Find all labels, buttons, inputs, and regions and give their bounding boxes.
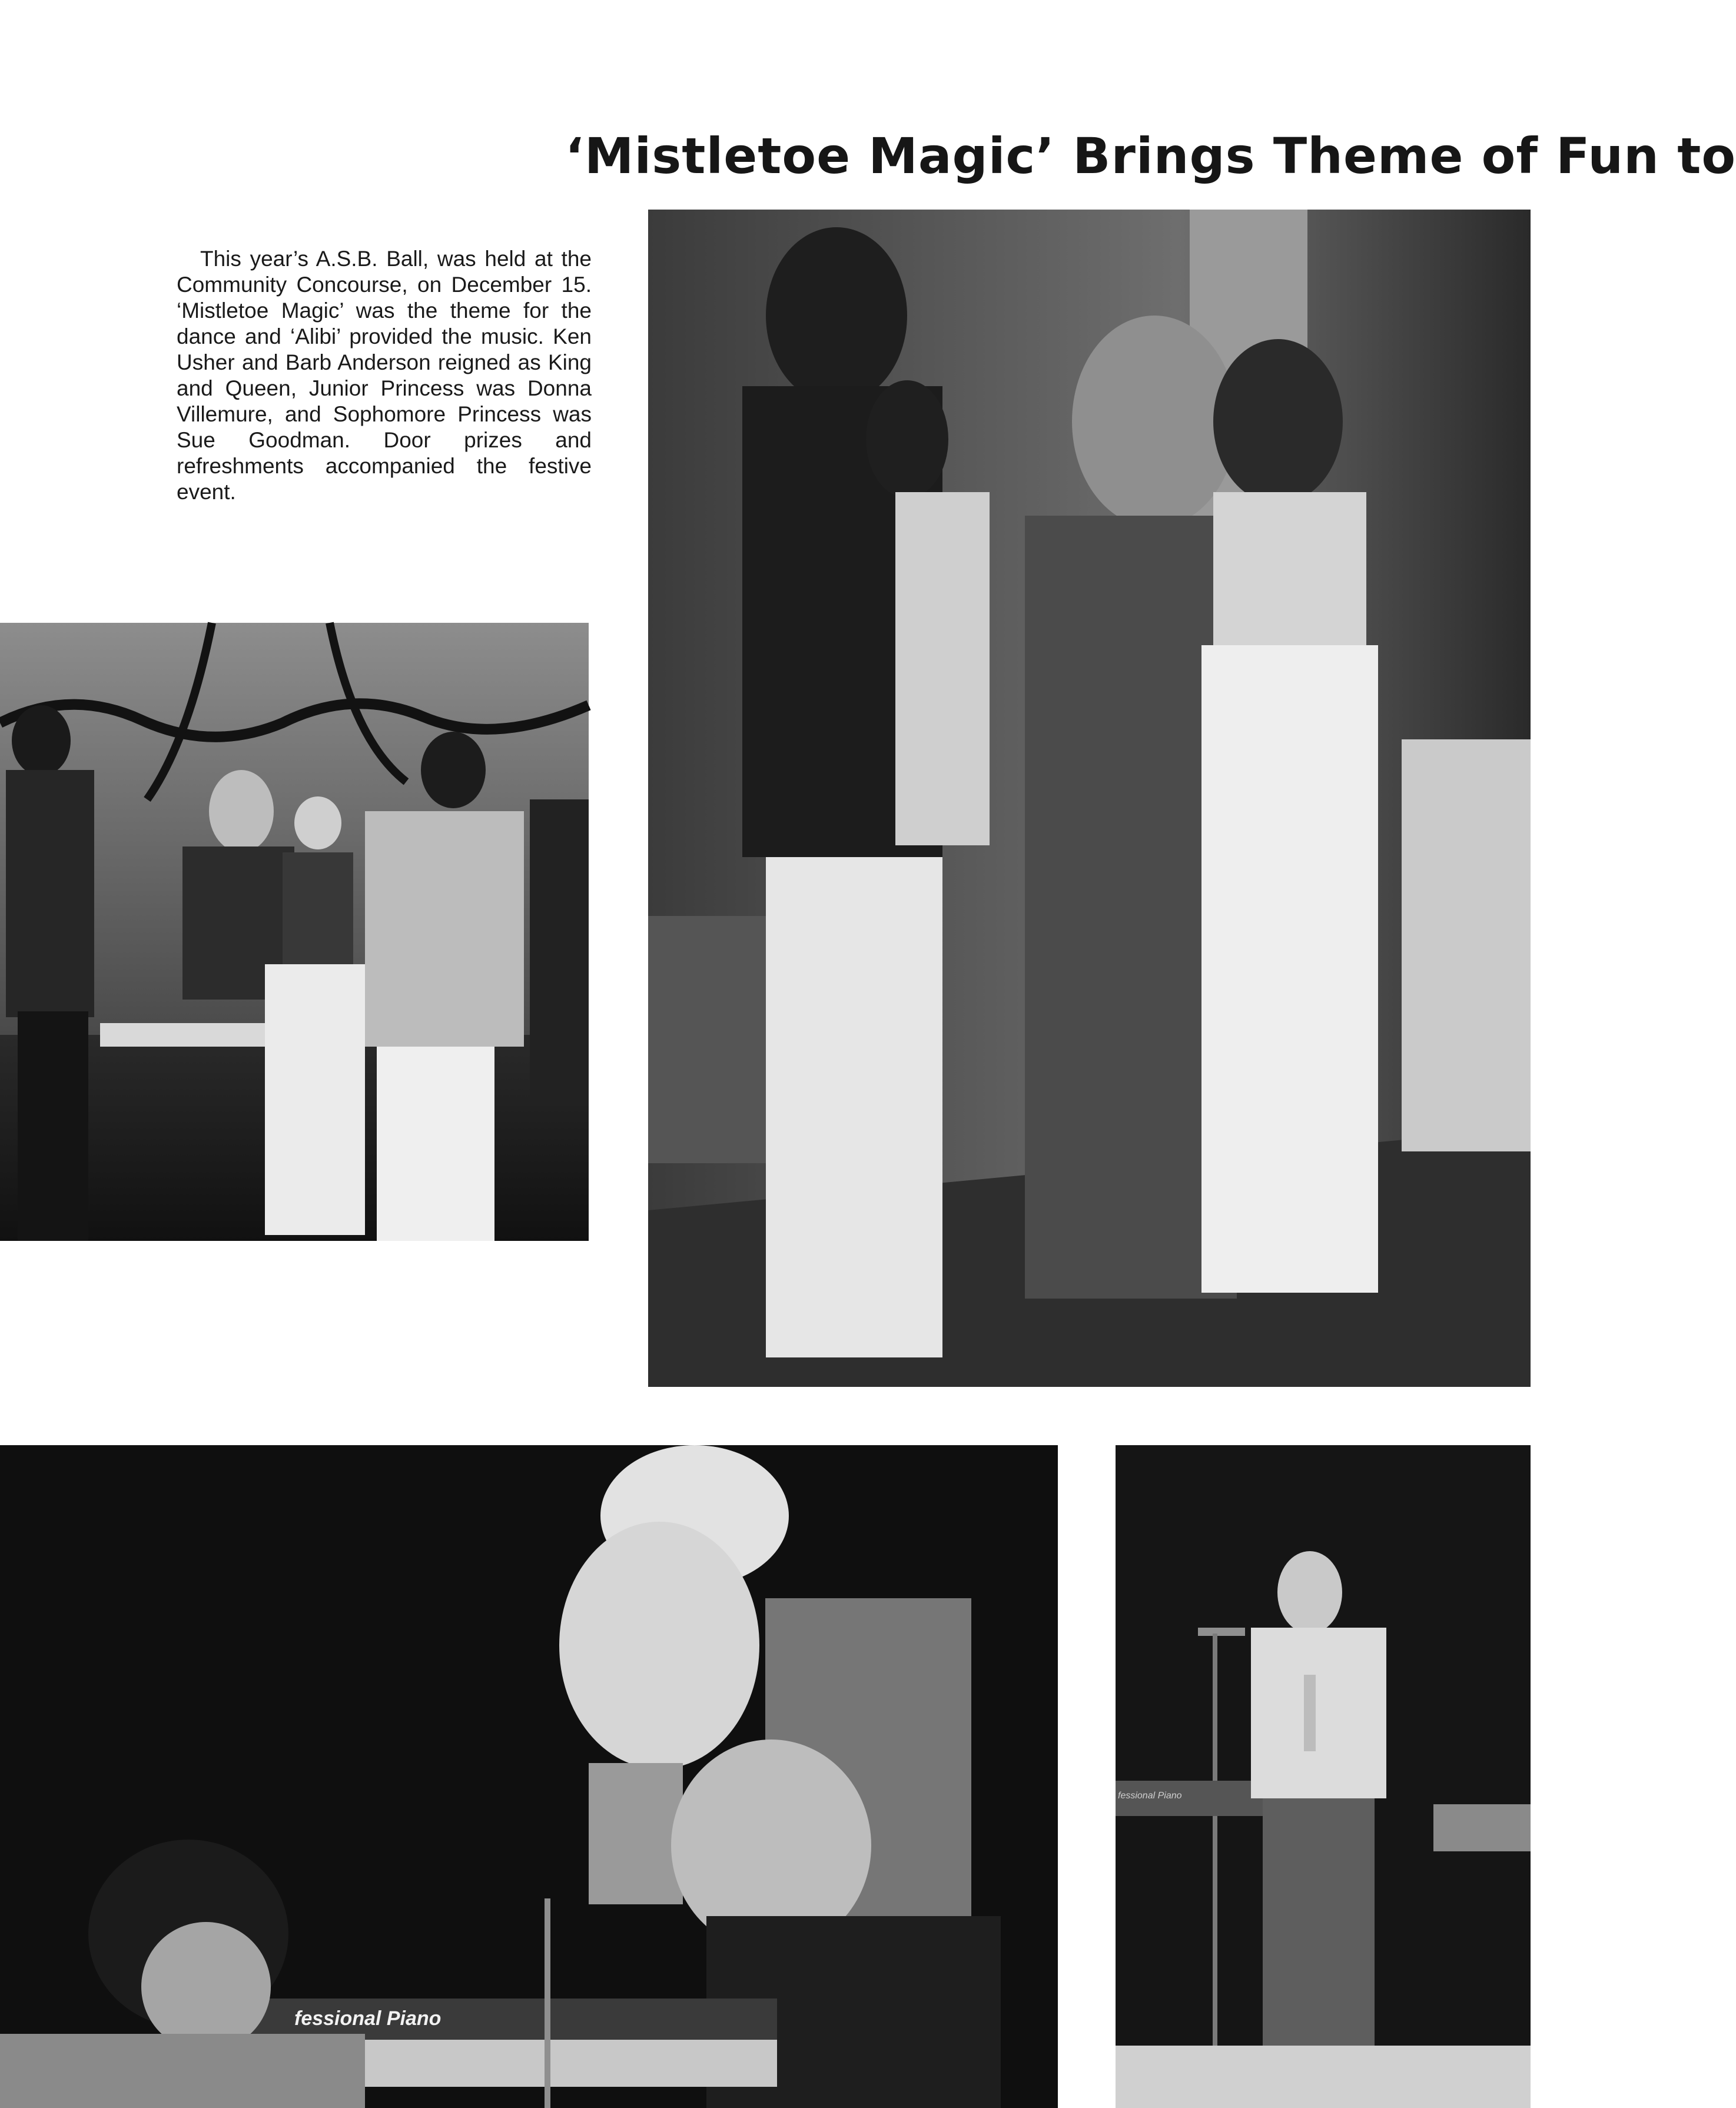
band-image xyxy=(1116,1445,1531,2108)
band-photo xyxy=(1116,1445,1531,2108)
santa-photo xyxy=(0,1445,1058,2108)
dance-floor-photo xyxy=(0,623,589,1241)
page-headline: ‘Mistletoe Magic’ Brings Theme of Fun to xyxy=(565,127,1736,185)
article-text: This year’s A.S.B. Ball, was held at the Community Concourse, on December 15. ‘Mistletoe Magic’ was the theme for the dance and ‘Alibi’ provided the music. Ken Usher and Barb Anderson reigned as King and Queen, Junior Princess was Donna Villemure, and Sophomore Princess was Sue Goodman. Door prizes and refreshments accompanied the festive event. xyxy=(177,247,592,504)
band-keyboard-label: fessional Piano xyxy=(1118,1791,1182,1801)
santa-image xyxy=(0,1445,1058,2108)
crowning-photo xyxy=(648,210,1531,1387)
keyboard-brand-label: fessional Piano xyxy=(294,2007,442,2030)
dance-floor-image xyxy=(0,623,589,1241)
crowning-image xyxy=(648,210,1531,1387)
